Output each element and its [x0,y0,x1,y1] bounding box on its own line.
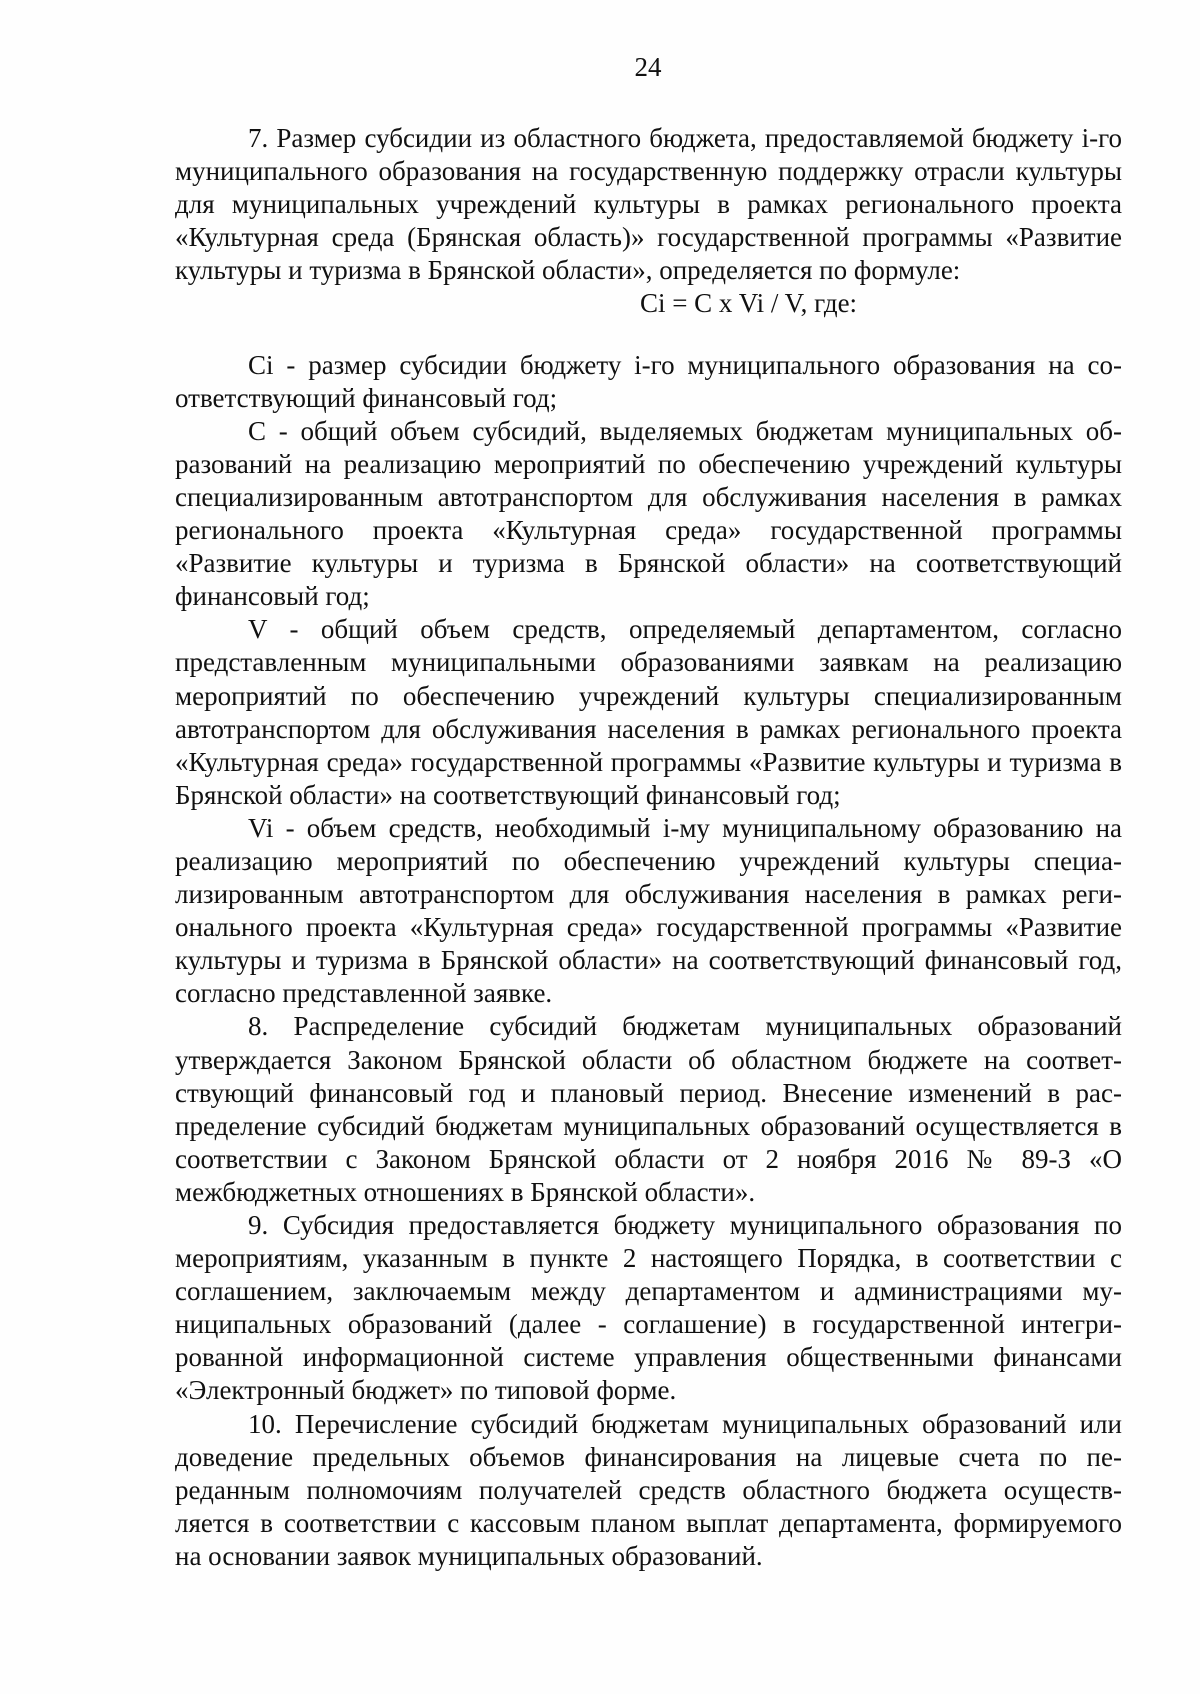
definition-v: V - общий объем средств, определяемый департаментом, согласно представленным муниципальными образованиями заявкам на реализацию мероприятий по обеспечению учреждений культуры специализированным автотранспортом для обслуживания населения в рамках регионального проекта «Культурная среда» государственной программы «Развитие культуры и туризма в Брянской области» на соответствующий финансовый год; [175,614,1122,810]
document-body [175,122,1122,1573]
paragraph-8-distribution: 8. Распределение субсидий бюджетам муниципальных образований утверждается Законом Брянской области об областном бюджете на соответствующий финансовый год и плановый период. Внесение изменений в распределение субсидий бюджетам муниципальных образований осуществляется в соответствии с Законом Брянской области от 2 ноября 2016 № 89-З «О межбюджетных отношениях в Брянской области». [175,1011,1122,1207]
paragraph-10-transfer: 10. Перечисление субсидий бюджетам муниципальных образований или доведение предельных объемов финансирования на лицевые счета по переданным полномочиям получателей средств областного бюджета осуществляется в соответствии с кассовым планом выплат департамента, формируемого на основании заявок муниципальных образований. [175,1408,1122,1571]
subsidy-formula: Ci = C x Vi / V, где: [639,288,858,319]
definition-c: С - общий объем субсидий, выделяемых бюджетам муниципальных образований на реализацию мероприятий по обеспечению учреждений культуры специализированным автотранспортом для обслуживания населения в рамках регионального проекта «Культурная среда» государственной программы «Развитие культуры и туризма в Брянской области» на соответствующий финансовый год; [175,415,1122,612]
paragraph-9-agreement: 9. Субсидия предоставляется бюджету муниципального образования по мероприятиям, указанным в пункте 2 настоящего Порядка, в соответствии с соглашением, заключаемым между департаментом и администрациями муниципальных образований (далее - соглашение) в государственной интегрированной информационной системе управления общественными финансами «Электронный бюджет» по типовой форме. [175,1210,1122,1406]
definition-ci: Ci - размер субсидии бюджету i-го муниципального образования на соответствующий финансовый год; [175,349,1122,413]
page-number: 24 [634,52,662,82]
definition-vi: Vi - объем средств, необходимый i-му муниципальному образованию на реализацию мероприятий по обеспечению учреждений культуры специализированным автотранспортом для обслуживания населения в рамках регионального проекта «Культурная среда» государственной программы «Развитие культуры и туризма в Брянской области» на соответствующий финансовый год, согласно представленной заявке. [175,812,1122,1009]
paragraph-7-subsidy-size: 7. Размер субсидии из областного бюджета, предоставляемой бюджету i-го муниципального образования на государственную поддержку отрасли культуры для муниципальных учреждений культуры в рамках регионального проекта «Культурная среда (Брянская область)» государственной программы «Развитие культуры и туризма в Брянской области», определяется по формуле: [175,123,1122,286]
